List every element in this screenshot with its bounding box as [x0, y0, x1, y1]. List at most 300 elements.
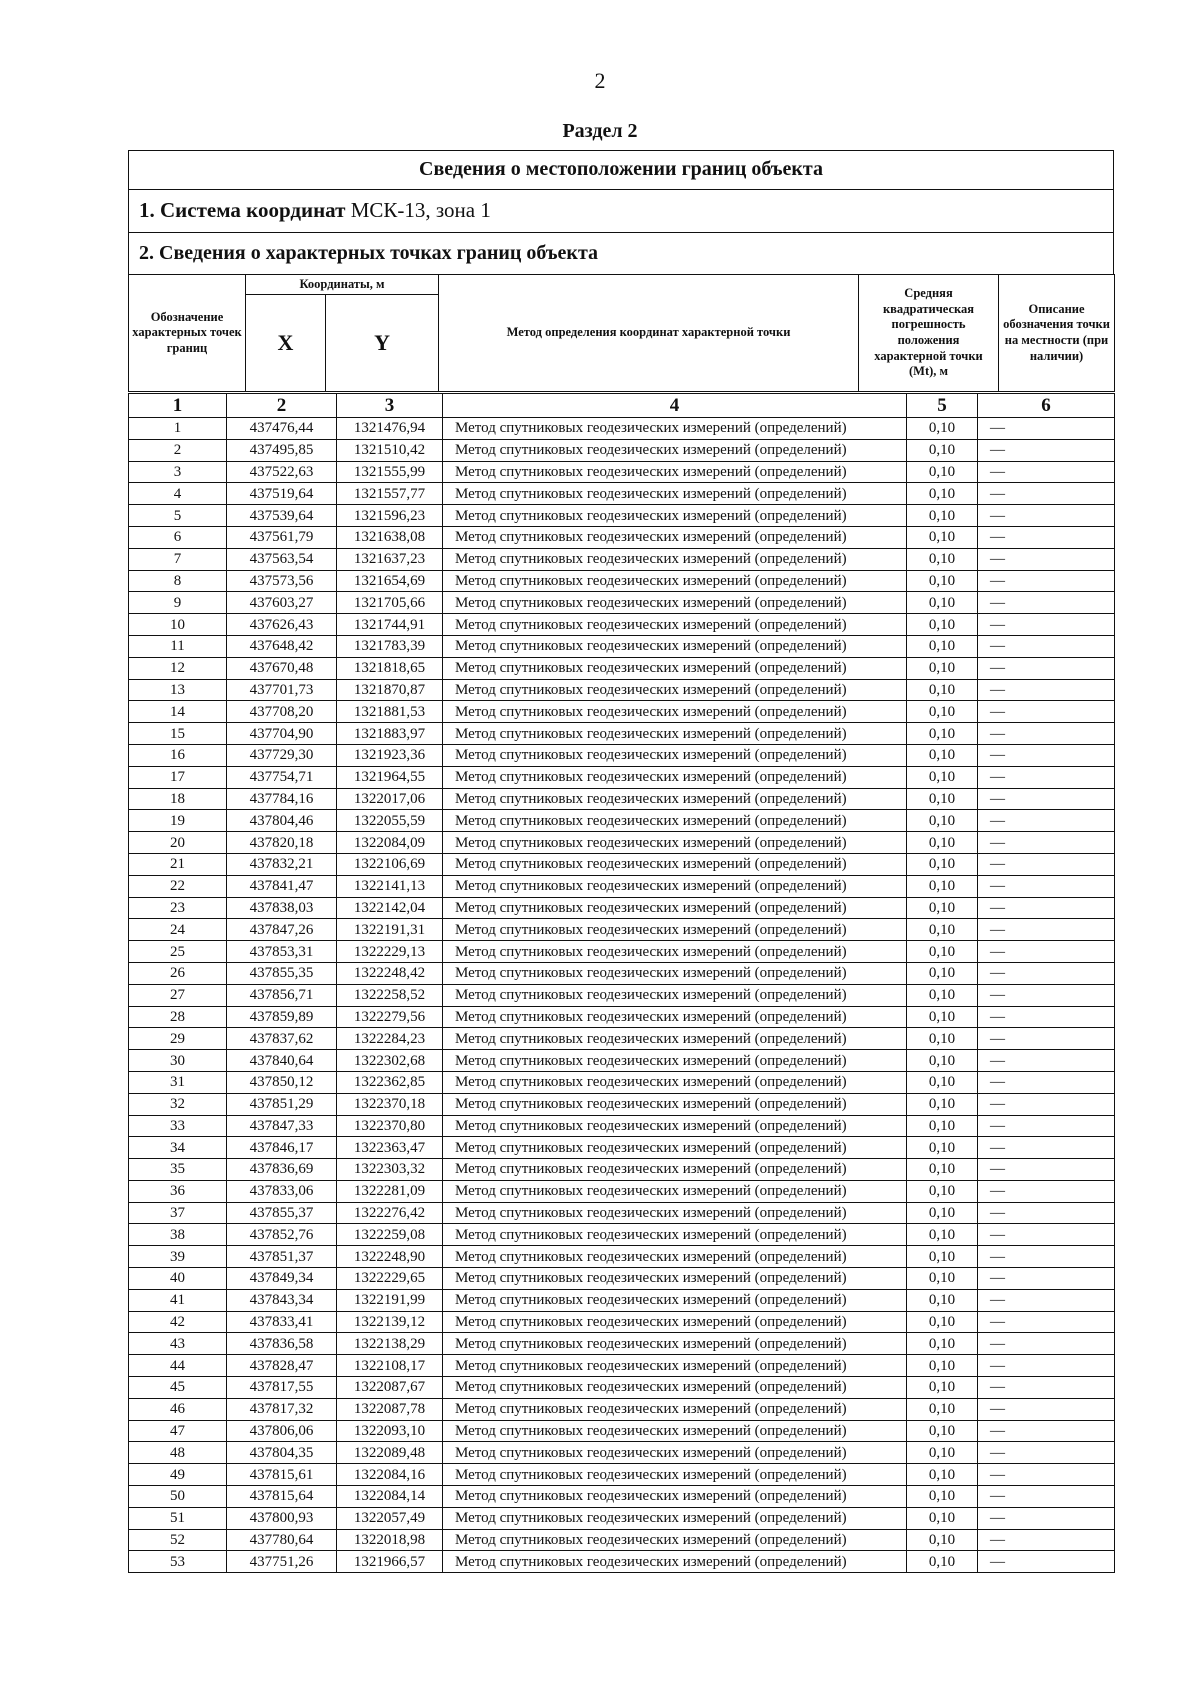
- table-row: [129, 919, 1115, 941]
- method-cell: Метод спутниковых геодезических измерений (определений): [443, 723, 907, 745]
- section-title: Раздел 2: [562, 120, 638, 142]
- coordinate-x: 437851,37: [227, 1246, 337, 1268]
- coordinate-x: 437828,47: [227, 1355, 337, 1377]
- accuracy-cell: 0,10: [907, 1333, 978, 1355]
- point-number: 32: [129, 1093, 227, 1115]
- table-row: [129, 1377, 1115, 1399]
- method-cell: Метод спутниковых геодезических измерений (определений): [443, 1507, 907, 1529]
- method-cell: Метод спутниковых геодезических измерений (определений): [443, 810, 907, 832]
- coordinate-y: 1321883,97: [337, 723, 443, 745]
- coordinate-x: 437815,64: [227, 1486, 337, 1508]
- column-number: 4: [443, 394, 907, 418]
- description-cell: —: [978, 1202, 1115, 1224]
- accuracy-cell: 0,10: [907, 570, 978, 592]
- table-row: [129, 679, 1115, 701]
- accuracy-cell: 0,10: [907, 744, 978, 766]
- description-cell: —: [978, 941, 1115, 963]
- coordinate-x: 437833,41: [227, 1311, 337, 1333]
- point-number: 20: [129, 832, 227, 854]
- method-cell: Метод спутниковых геодезических измерений (определений): [443, 984, 907, 1006]
- accuracy-cell: 0,10: [907, 1093, 978, 1115]
- coordinate-system-value: МСК-13, зона 1: [350, 198, 491, 222]
- coordinate-y: 1321744,91: [337, 614, 443, 636]
- description-cell: —: [978, 1115, 1115, 1137]
- method-cell: Метод спутниковых геодезических измерений (определений): [443, 788, 907, 810]
- point-number: 18: [129, 788, 227, 810]
- coordinate-y: 1322017,06: [337, 788, 443, 810]
- method-cell: Метод спутниковых геодезических измерений (определений): [443, 941, 907, 963]
- accuracy-cell: 0,10: [907, 1464, 978, 1486]
- coordinate-x: 437573,56: [227, 570, 337, 592]
- coordinate-y: 1321705,66: [337, 592, 443, 614]
- coordinate-x: 437855,37: [227, 1202, 337, 1224]
- point-number: 44: [129, 1355, 227, 1377]
- column-number: 5: [907, 394, 978, 418]
- method-cell: Метод спутниковых геодезических измерений (определений): [443, 483, 907, 505]
- coordinate-x: 437849,34: [227, 1268, 337, 1290]
- accuracy-cell: 0,10: [907, 1551, 978, 1573]
- accuracy-cell: 0,10: [907, 1246, 978, 1268]
- description-cell: —: [978, 1355, 1115, 1377]
- point-number: 52: [129, 1529, 227, 1551]
- table-row: [129, 1442, 1115, 1464]
- coordinate-x: 437847,33: [227, 1115, 337, 1137]
- document-header-title: [128, 150, 1114, 189]
- table-row: [129, 897, 1115, 919]
- method-cell: Метод спутниковых геодезических измерений (определений): [443, 1028, 907, 1050]
- accuracy-cell: 0,10: [907, 1115, 978, 1137]
- method-cell: Метод спутниковых геодезических измерений (определений): [443, 1355, 907, 1377]
- description-cell: —: [978, 723, 1115, 745]
- coordinate-x: 437476,44: [227, 418, 337, 440]
- table-row: [129, 832, 1115, 854]
- coordinate-x: 437833,06: [227, 1180, 337, 1202]
- method-cell: Метод спутниковых геодезических измерений (определений): [443, 1333, 907, 1355]
- point-number: 25: [129, 941, 227, 963]
- table-row: [129, 941, 1115, 963]
- coordinate-x: 437519,64: [227, 483, 337, 505]
- accuracy-cell: 0,10: [907, 766, 978, 788]
- description-cell: —: [978, 1486, 1115, 1508]
- point-number: 24: [129, 919, 227, 941]
- coordinate-x: 437751,26: [227, 1551, 337, 1573]
- accuracy-cell: 0,10: [907, 483, 978, 505]
- column-number: 2: [227, 394, 337, 418]
- method-cell: Метод спутниковых геодезических измерений (определений): [443, 1071, 907, 1093]
- table-row: [129, 1159, 1115, 1181]
- coordinate-x: 437784,16: [227, 788, 337, 810]
- description-cell: —: [978, 1093, 1115, 1115]
- coordinate-y: 1322302,68: [337, 1050, 443, 1072]
- accuracy-cell: 0,10: [907, 875, 978, 897]
- method-cell: Метод спутниковых геодезических измерений (определений): [443, 1464, 907, 1486]
- coordinate-x: 437837,62: [227, 1028, 337, 1050]
- description-cell: —: [978, 570, 1115, 592]
- table-row: [129, 1050, 1115, 1072]
- point-number: 49: [129, 1464, 227, 1486]
- point-number: 7: [129, 548, 227, 570]
- coordinate-y: 1322370,18: [337, 1093, 443, 1115]
- point-number: 31: [129, 1071, 227, 1093]
- method-cell: Метод спутниковых геодезических измерений (определений): [443, 1159, 907, 1181]
- table-row: [129, 483, 1115, 505]
- point-number: 35: [129, 1159, 227, 1181]
- header-designation: Обозначение характерных точек границ: [129, 275, 246, 392]
- method-cell: Метод спутниковых геодезических измерений (определений): [443, 1289, 907, 1311]
- coordinate-x: 437708,20: [227, 701, 337, 723]
- description-cell: —: [978, 875, 1115, 897]
- description-cell: —: [978, 1333, 1115, 1355]
- coordinate-y: 1322248,42: [337, 962, 443, 984]
- description-cell: —: [978, 657, 1115, 679]
- description-cell: —: [978, 810, 1115, 832]
- table-row: [129, 1551, 1115, 1573]
- table-row: [129, 1289, 1115, 1311]
- table-row: [129, 657, 1115, 679]
- coordinate-y: 1321654,69: [337, 570, 443, 592]
- table-row: [129, 984, 1115, 1006]
- coordinate-y: 1321964,55: [337, 766, 443, 788]
- accuracy-cell: 0,10: [907, 1224, 978, 1246]
- accuracy-cell: 0,10: [907, 505, 978, 527]
- point-number: 51: [129, 1507, 227, 1529]
- description-cell: —: [978, 1159, 1115, 1181]
- point-number: 26: [129, 962, 227, 984]
- method-cell: Метод спутниковых геодезических измерений (определений): [443, 1311, 907, 1333]
- column-number: 3: [337, 394, 443, 418]
- method-cell: Метод спутниковых геодезических измерений (определений): [443, 418, 907, 440]
- coordinate-y: 1321870,87: [337, 679, 443, 701]
- description-cell: —: [978, 1311, 1115, 1333]
- method-cell: Метод спутниковых геодезических измерений (определений): [443, 1377, 907, 1399]
- header-method: Метод определения координат характерной точки: [439, 275, 859, 392]
- table-row: [129, 1486, 1115, 1508]
- coordinate-x: 437815,61: [227, 1464, 337, 1486]
- description-cell: —: [978, 614, 1115, 636]
- table-row: [129, 635, 1115, 657]
- table-row: [129, 526, 1115, 548]
- accuracy-cell: 0,10: [907, 1311, 978, 1333]
- method-cell: Метод спутниковых геодезических измерений (определений): [443, 1115, 907, 1137]
- coordinate-y: 1322259,08: [337, 1224, 443, 1246]
- coordinate-x: 437800,93: [227, 1507, 337, 1529]
- coordinate-y: 1322303,32: [337, 1159, 443, 1181]
- coordinate-x: 437806,06: [227, 1420, 337, 1442]
- accuracy-cell: 0,10: [907, 1529, 978, 1551]
- coordinate-y: 1322191,99: [337, 1289, 443, 1311]
- table-row: [129, 592, 1115, 614]
- table-row: [129, 548, 1115, 570]
- method-cell: Метод спутниковых геодезических измерений (определений): [443, 1398, 907, 1420]
- method-cell: Метод спутниковых геодезических измерений (определений): [443, 461, 907, 483]
- description-cell: —: [978, 788, 1115, 810]
- coordinate-x: 437817,32: [227, 1398, 337, 1420]
- table-row: [129, 439, 1115, 461]
- point-number: 15: [129, 723, 227, 745]
- description-cell: —: [978, 679, 1115, 701]
- point-number: 42: [129, 1311, 227, 1333]
- header-description: Описание обозначения точки на местности (при наличии): [999, 275, 1115, 392]
- accuracy-cell: 0,10: [907, 897, 978, 919]
- description-cell: —: [978, 984, 1115, 1006]
- point-number: 10: [129, 614, 227, 636]
- table-row: [129, 810, 1115, 832]
- coordinate-x: 437804,35: [227, 1442, 337, 1464]
- table-row: [129, 461, 1115, 483]
- accuracy-cell: 0,10: [907, 919, 978, 941]
- coordinate-y: 1321881,53: [337, 701, 443, 723]
- coordinate-x: 437838,03: [227, 897, 337, 919]
- point-number: 28: [129, 1006, 227, 1028]
- description-cell: —: [978, 1180, 1115, 1202]
- point-number: 48: [129, 1442, 227, 1464]
- point-number: 29: [129, 1028, 227, 1050]
- accuracy-cell: 0,10: [907, 723, 978, 745]
- accuracy-cell: 0,10: [907, 418, 978, 440]
- description-cell: —: [978, 1529, 1115, 1551]
- points-table: [128, 393, 1115, 1573]
- coordinate-system-row: [128, 189, 1114, 232]
- coordinate-x: 437704,90: [227, 723, 337, 745]
- table-row: [129, 1202, 1115, 1224]
- coordinate-x: 437851,29: [227, 1093, 337, 1115]
- description-cell: —: [978, 1442, 1115, 1464]
- method-cell: Метод спутниковых геодезических измерений (определений): [443, 1202, 907, 1224]
- coordinate-y: 1322370,80: [337, 1115, 443, 1137]
- coordinate-y: 1322106,69: [337, 853, 443, 875]
- coordinate-x: 437603,27: [227, 592, 337, 614]
- point-number: 5: [129, 505, 227, 527]
- coordinate-x: 437853,31: [227, 941, 337, 963]
- coordinate-x: 437648,42: [227, 635, 337, 657]
- description-cell: —: [978, 701, 1115, 723]
- description-cell: —: [978, 1289, 1115, 1311]
- method-cell: Метод спутниковых геодезических измерений (определений): [443, 1137, 907, 1159]
- description-cell: —: [978, 439, 1115, 461]
- coordinate-y: 1322229,13: [337, 941, 443, 963]
- description-cell: —: [978, 1398, 1115, 1420]
- coordinate-x: 437539,64: [227, 505, 337, 527]
- table-row: [129, 1355, 1115, 1377]
- description-cell: —: [978, 1377, 1115, 1399]
- accuracy-cell: 0,10: [907, 788, 978, 810]
- description-cell: —: [978, 853, 1115, 875]
- table-row: [129, 1420, 1115, 1442]
- table-row: [129, 1507, 1115, 1529]
- coordinate-y: 1322093,10: [337, 1420, 443, 1442]
- accuracy-cell: 0,10: [907, 635, 978, 657]
- coordinate-x: 437561,79: [227, 526, 337, 548]
- coordinate-y: 1321596,23: [337, 505, 443, 527]
- coordinate-x: 437855,35: [227, 962, 337, 984]
- coordinate-y: 1322138,29: [337, 1333, 443, 1355]
- description-cell: —: [978, 897, 1115, 919]
- coordinate-x: 437836,69: [227, 1159, 337, 1181]
- description-cell: —: [978, 1028, 1115, 1050]
- method-cell: Метод спутниковых геодезических измерений (определений): [443, 744, 907, 766]
- description-cell: —: [978, 832, 1115, 854]
- accuracy-cell: 0,10: [907, 1420, 978, 1442]
- accuracy-cell: 0,10: [907, 1159, 978, 1181]
- accuracy-cell: 0,10: [907, 1071, 978, 1093]
- coordinate-x: 437847,26: [227, 919, 337, 941]
- point-number: 41: [129, 1289, 227, 1311]
- table-row: [129, 723, 1115, 745]
- coordinate-system-line: [129, 190, 1113, 230]
- table-row: [129, 1006, 1115, 1028]
- table-row: [129, 1180, 1115, 1202]
- description-cell: —: [978, 1420, 1115, 1442]
- table-row: [129, 1529, 1115, 1551]
- method-cell: Метод спутниковых геодезических измерений (определений): [443, 962, 907, 984]
- method-cell: Метод спутниковых геодезических измерений (определений): [443, 1006, 907, 1028]
- coordinate-y: 1321476,94: [337, 418, 443, 440]
- coordinate-y: 1322363,47: [337, 1137, 443, 1159]
- point-number: 12: [129, 657, 227, 679]
- header-y: Y: [326, 295, 439, 392]
- method-cell: Метод спутниковых геодезических измерений (определений): [443, 766, 907, 788]
- coordinate-x: 437817,55: [227, 1377, 337, 1399]
- coordinate-x: 437495,85: [227, 439, 337, 461]
- accuracy-cell: 0,10: [907, 526, 978, 548]
- description-cell: —: [978, 418, 1115, 440]
- coordinate-x: 437859,89: [227, 1006, 337, 1028]
- point-number: 39: [129, 1246, 227, 1268]
- coordinate-x: 437729,30: [227, 744, 337, 766]
- table-row: [129, 570, 1115, 592]
- accuracy-cell: 0,10: [907, 1028, 978, 1050]
- coordinate-y: 1322279,56: [337, 1006, 443, 1028]
- description-cell: —: [978, 548, 1115, 570]
- accuracy-cell: 0,10: [907, 984, 978, 1006]
- coordinate-y: 1321783,39: [337, 635, 443, 657]
- accuracy-cell: 0,10: [907, 1377, 978, 1399]
- accuracy-cell: 0,10: [907, 1180, 978, 1202]
- accuracy-cell: 0,10: [907, 1398, 978, 1420]
- accuracy-cell: 0,10: [907, 614, 978, 636]
- coordinate-y: 1322084,09: [337, 832, 443, 854]
- accuracy-cell: 0,10: [907, 548, 978, 570]
- accuracy-cell: 0,10: [907, 461, 978, 483]
- coordinate-y: 1322191,31: [337, 919, 443, 941]
- coordinate-x: 437563,54: [227, 548, 337, 570]
- points-subtitle-row: [128, 232, 1114, 274]
- coordinate-x: 437626,43: [227, 614, 337, 636]
- method-cell: Метод спутниковых геодезических измерений (определений): [443, 1224, 907, 1246]
- description-cell: —: [978, 1246, 1115, 1268]
- accuracy-cell: 0,10: [907, 1486, 978, 1508]
- coordinate-x: 437840,64: [227, 1050, 337, 1072]
- table-row: [129, 1071, 1115, 1093]
- table-row: [129, 1028, 1115, 1050]
- table-row: [129, 1398, 1115, 1420]
- accuracy-cell: 0,10: [907, 1006, 978, 1028]
- method-cell: Метод спутниковых геодезических измерений (определений): [443, 1050, 907, 1072]
- accuracy-cell: 0,10: [907, 1507, 978, 1529]
- table-row: [129, 1137, 1115, 1159]
- coordinate-x: 437856,71: [227, 984, 337, 1006]
- coordinate-y: 1322141,13: [337, 875, 443, 897]
- description-cell: —: [978, 1268, 1115, 1290]
- table-row: [129, 614, 1115, 636]
- coordinate-y: 1322084,16: [337, 1464, 443, 1486]
- coordinate-y: 1321557,77: [337, 483, 443, 505]
- coordinate-x: 437522,63: [227, 461, 337, 483]
- coordinate-y: 1322018,98: [337, 1529, 443, 1551]
- coordinate-y: 1322055,59: [337, 810, 443, 832]
- accuracy-cell: 0,10: [907, 592, 978, 614]
- table-row: [129, 1268, 1115, 1290]
- coordinate-y: 1322089,48: [337, 1442, 443, 1464]
- method-cell: Метод спутниковых геодезических измерений (определений): [443, 1093, 907, 1115]
- accuracy-cell: 0,10: [907, 1289, 978, 1311]
- coordinate-y: 1322258,52: [337, 984, 443, 1006]
- coordinate-y: 1322281,09: [337, 1180, 443, 1202]
- description-cell: —: [978, 1464, 1115, 1486]
- accuracy-cell: 0,10: [907, 962, 978, 984]
- point-number: 38: [129, 1224, 227, 1246]
- coordinate-x: 437836,58: [227, 1333, 337, 1355]
- coordinate-y: 1322276,42: [337, 1202, 443, 1224]
- point-number: 23: [129, 897, 227, 919]
- table-row: [129, 788, 1115, 810]
- coordinate-y: 1322248,90: [337, 1246, 443, 1268]
- table-row: [129, 744, 1115, 766]
- accuracy-cell: 0,10: [907, 1442, 978, 1464]
- description-cell: —: [978, 1050, 1115, 1072]
- accuracy-cell: 0,10: [907, 1355, 978, 1377]
- accuracy-cell: 0,10: [907, 810, 978, 832]
- description-cell: —: [978, 461, 1115, 483]
- point-number: 27: [129, 984, 227, 1006]
- coordinate-x: 437850,12: [227, 1071, 337, 1093]
- method-cell: Метод спутниковых геодезических измерений (определений): [443, 701, 907, 723]
- coordinate-y: 1322084,14: [337, 1486, 443, 1508]
- method-cell: Метод спутниковых геодезических измерений (определений): [443, 1551, 907, 1573]
- description-cell: —: [978, 1507, 1115, 1529]
- column-number: 1: [129, 394, 227, 418]
- method-cell: Метод спутниковых геодезических измерений (определений): [443, 897, 907, 919]
- accuracy-cell: 0,10: [907, 1202, 978, 1224]
- method-cell: Метод спутниковых геодезических измерений (определений): [443, 875, 907, 897]
- method-cell: Метод спутниковых геодезических измерений (определений): [443, 853, 907, 875]
- point-number: 14: [129, 701, 227, 723]
- accuracy-cell: 0,10: [907, 853, 978, 875]
- coordinate-y: 1322362,85: [337, 1071, 443, 1093]
- accuracy-cell: 0,10: [907, 941, 978, 963]
- point-number: 4: [129, 483, 227, 505]
- point-number: 47: [129, 1420, 227, 1442]
- table-row: [129, 1224, 1115, 1246]
- method-cell: Метод спутниковых геодезических измерений (определений): [443, 1442, 907, 1464]
- method-cell: Метод спутниковых геодезических измерений (определений): [443, 526, 907, 548]
- method-cell: Метод спутниковых геодезических измерений (определений): [443, 679, 907, 701]
- description-cell: —: [978, 919, 1115, 941]
- coordinate-y: 1321966,57: [337, 1551, 443, 1573]
- table-row: [129, 1093, 1115, 1115]
- accuracy-cell: 0,10: [907, 701, 978, 723]
- coordinate-x: 437852,76: [227, 1224, 337, 1246]
- method-cell: Метод спутниковых геодезических измерений (определений): [443, 439, 907, 461]
- header-title: Сведения о местоположении границ объекта: [419, 158, 823, 180]
- table-row: [129, 766, 1115, 788]
- method-cell: Метод спутниковых геодезических измерений (определений): [443, 1420, 907, 1442]
- table-row: [129, 1333, 1115, 1355]
- description-cell: —: [978, 1224, 1115, 1246]
- table-row: [129, 505, 1115, 527]
- method-cell: Метод спутниковых геодезических измерений (определений): [443, 505, 907, 527]
- accuracy-cell: 0,10: [907, 679, 978, 701]
